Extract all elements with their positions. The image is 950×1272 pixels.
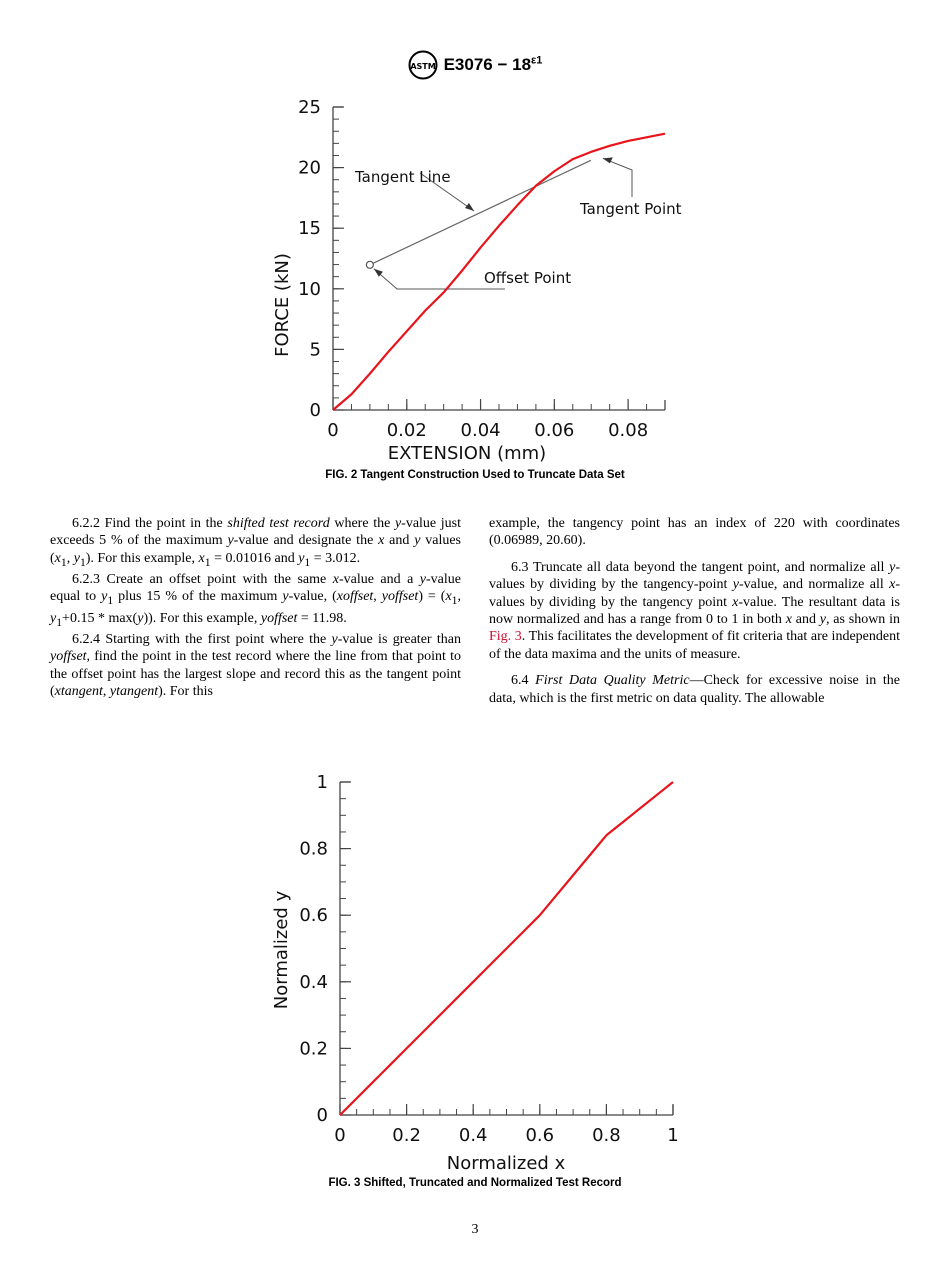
fig2-annotation-offset-point: Offset Point — [484, 269, 572, 287]
para-6-2-4-cont: example, the tangency point has an index of 220 with coordinates (0.06989, 20.60). — [489, 516, 900, 549]
standard-designation: $E3076 - 18^{\varepsilon 1}$ — [443, 54, 543, 75]
fig3-x-tick-label: 0 — [334, 1125, 346, 1146]
fig2-y-tick-label: 15 — [298, 218, 321, 240]
designation-superscript: ε1 — [531, 54, 543, 67]
fig2-x-tick-label: 0.06 — [534, 420, 575, 441]
fig2-caption: FIG. 2 Tangent Construction Used to Truncate Data Set — [325, 469, 625, 481]
fig3-y-tick-label: 1 — [316, 772, 328, 793]
fig2-x-tick-label: 0.02 — [386, 420, 427, 441]
fig2-y-tick-label: 20 — [298, 157, 321, 179]
fig2-x-tick-label: 0.04 — [460, 420, 501, 441]
right-text-column — [489, 515, 900, 707]
fig2-annotation-tangent-line: Tangent Line — [355, 168, 451, 186]
fig2-offset-point-marker — [366, 261, 373, 268]
astm-logo-icon — [408, 50, 438, 80]
para-6-3: 6.3 Truncate all data beyond the tangent point, and normalize all y-values by dividing by the tangency-point y-value, and normalize all x-values by dividing by the tangency point x-value. The resultant data is now normalized and has a range from 0 to 1 in both x and y, as shown in Fig. 3. This facilitates the development of fit criteria that are independent of the data maxima and the units of measure. — [489, 559, 900, 662]
fig3-x-tick-label: 0.2 — [392, 1125, 421, 1146]
page-number: 3 — [471, 1222, 479, 1237]
fig3-y-tick-label: 0.4 — [299, 971, 328, 993]
fig2-x-tick-label: 0.08 — [608, 420, 649, 441]
fig2-annotation-tangent-point: Tangent Point — [580, 200, 682, 218]
fig3-y-axis-label: Normalized y — [271, 890, 292, 1010]
fig3-chart — [260, 765, 700, 1180]
fig2-y-tick-label: 5 — [309, 339, 321, 361]
fig3-caption: FIG. 3 Shifted, Truncated and Normalized Test Record — [328, 1177, 622, 1189]
para-6-4: 6.4 First Data Quality Metric—Check for excessive noise in the data, which is the first metric on data quality. The allowable — [489, 673, 901, 706]
para-6-2-2: 6.2.2 Find the point in the shifted test record where the y-value just exceeds 5 % of the maximum y-value and designate the x and y values ($x_1$, $y_1$). For this example, $x_1 = 0.01016$ and $y_1 = 3.012$. — [50, 516, 461, 569]
fig2-tangent-point-leader — [603, 158, 632, 197]
fig2-tangent-line-arrow — [465, 203, 474, 211]
fig3-y-tick-label: 0.6 — [299, 905, 328, 927]
fig3-link[interactable]: Fig. 3 — [489, 629, 522, 645]
fig3-series-line — [340, 782, 673, 1115]
para-6-2-4: 6.2.4 Starting with the first point where the y-value is greater than yoffset, find the point in the test record where the line from that point to the offset point has the largest slope and record this as the tangent point (xtangent, ytangent). For this — [50, 631, 461, 700]
fig2-x-tick-label: 0 — [327, 420, 339, 441]
fig2-y-tick-label: 10 — [298, 278, 321, 300]
fig2-y-axis-label: FORCE (kN) — [272, 253, 293, 357]
fig3-x-axis-label: Normalized x — [446, 1153, 566, 1174]
astm-logo-text: ASTM — [409, 62, 436, 71]
fig3-y-tick-label: 0 — [316, 1105, 328, 1126]
fig3-y-tick-label: 0.8 — [299, 838, 328, 860]
fig2-y-tick-label: 25 — [298, 97, 321, 118]
fig3-x-tick-label: 0.6 — [525, 1125, 555, 1146]
left-text-column — [50, 515, 461, 700]
fig3-x-tick-label: 0.8 — [592, 1125, 621, 1146]
fig2-y-tick-label: 0 — [309, 400, 321, 421]
para-6-2-3: 6.2.3 Create an offset point with the same x-value and a y-value equal to $y_1$ plus 15 % of the maximum y-value, (xoffset, yoffset) = ($x_1$, $y_1+0.15 * \max(y)$). For this example, yoffset = 11.98. — [50, 572, 461, 629]
fig3-x-tick-label: 0.4 — [458, 1125, 488, 1146]
page-header — [0, 50, 950, 80]
fig3-y-tick-label: 0.2 — [299, 1038, 328, 1060]
fig2-tangent-point-arrow — [603, 157, 613, 163]
fig3-x-tick-label: 1 — [667, 1125, 679, 1146]
fig2-x-axis-label: EXTENSION (mm) — [387, 443, 547, 464]
fig2-chart — [260, 95, 700, 470]
